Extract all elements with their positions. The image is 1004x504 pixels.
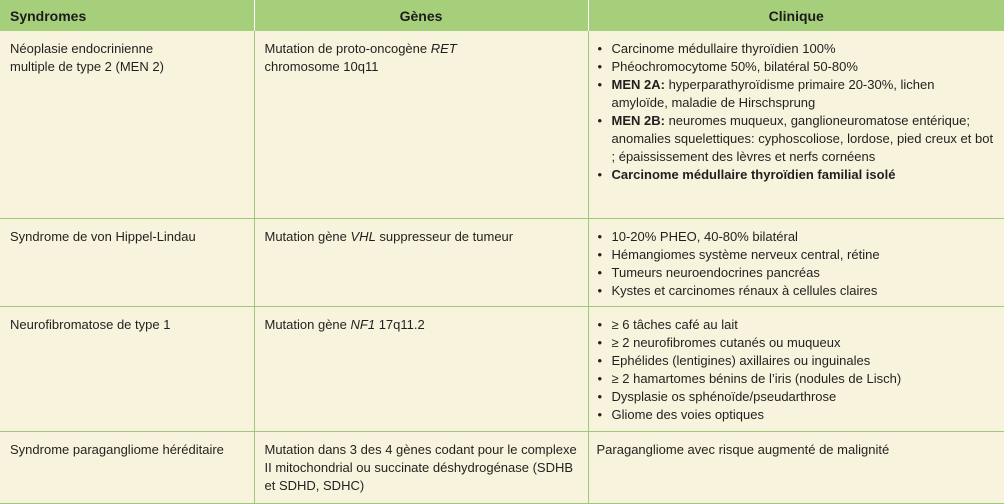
clinique-cell: Paragangliome avec risque augmenté de malignité: [588, 431, 1004, 503]
gene-cell: [254, 31, 588, 218]
clinique-cell: [588, 31, 1004, 218]
gene-cell: Mutation gène NF1 17q11.2: [254, 306, 588, 431]
syndrome-cell: [0, 431, 254, 503]
list-item: • Kystes et carcinomes rénaux à cellules claires: [597, 282, 995, 300]
list-item: • Hémangiomes système nerveux central, rétine: [597, 246, 995, 264]
syndrome-name: Neurofibromatose de type 1: [10, 316, 171, 332]
list-item: • Tumeurs neuroendocrines pancréas: [597, 264, 995, 282]
gene-name: NF1: [350, 316, 376, 332]
syndrome-name-line1: Néoplasie endocrinienne: [10, 41, 154, 56]
gene-prefix: Mutation de proto-oncogène: [264, 41, 431, 56]
syndrome-cell: [0, 218, 254, 306]
clinique-list: [597, 40, 995, 184]
list-item: • ≥ 2 hamartomes bénins de l’iris (nodules de Lisch): [597, 370, 995, 388]
list-item: • MEN 2A: hyperparathyroïdisme primaire 20-30%, lichen amyloïde, maladie de Hirschsprung: [597, 76, 995, 112]
gene-cell: Mutation gène VHL suppresseur de tumeur: [254, 218, 588, 306]
clinique-cell: [588, 306, 1004, 431]
table-row: [0, 306, 1004, 431]
table-row: [0, 431, 1004, 503]
list-item: • Carcinome médullaire thyroïdien 100%: [597, 40, 995, 58]
table-row: [0, 31, 1004, 218]
table-row: [0, 218, 1004, 306]
list-item: • Ephélides (lentigines) axillaires ou inguinales: [597, 352, 995, 370]
list-item: • MEN 2B: neuromes muqueux, ganglioneuromatose entérique; anomalies squelettiques: cyphoscoliose, lordose, pied creux et bot ; épaississement des lèvres et nerfs cornéens: [597, 112, 995, 166]
syndrome-cell: [0, 31, 254, 218]
table-header-row: [0, 0, 1004, 31]
list-item: • Phéochromocytome 50%, bilatéral 50-80%: [597, 58, 995, 76]
gene-name: VHL: [350, 228, 376, 244]
gene-cell: Mutation dans 3 des 4 gènes codant pour le complexe II mitochondrial ou succinate déshydrogénase (SDHB et SDHD, SDHC): [254, 431, 588, 503]
list-item: • Dysplasie os sphénoïde/pseudarthrose: [597, 388, 995, 406]
header-syndromes: Syndromes: [0, 0, 254, 31]
list-item: • Carcinome médullaire thyroïdien familial isolé: [597, 166, 995, 184]
header-clinique: Clinique: [768, 7, 824, 24]
syndrome-name: Syndrome paragangliome héréditaire: [10, 441, 224, 457]
clinique-list: [597, 228, 995, 300]
gene-suffix: chromosome 10q11: [264, 59, 379, 74]
syndrome-name: Syndrome de von Hippel-Lindau: [10, 228, 196, 244]
list-item: • 10-20% PHEO, 40-80% bilatéral: [597, 228, 995, 246]
list-item: • ≥ 2 neurofibromes cutanés ou muqueux: [597, 334, 995, 352]
syndrome-name-line2: multiple de type 2 (MEN 2): [10, 59, 164, 74]
list-item: • Gliome des voies optiques: [597, 406, 995, 424]
gene-name: RET: [430, 41, 457, 56]
clinique-list: [597, 316, 995, 424]
header-genes: Gènes: [254, 0, 588, 31]
list-item: • ≥ 6 tâches café au lait: [597, 316, 995, 334]
clinique-cell: [588, 218, 1004, 306]
syndrome-cell: [0, 306, 254, 431]
